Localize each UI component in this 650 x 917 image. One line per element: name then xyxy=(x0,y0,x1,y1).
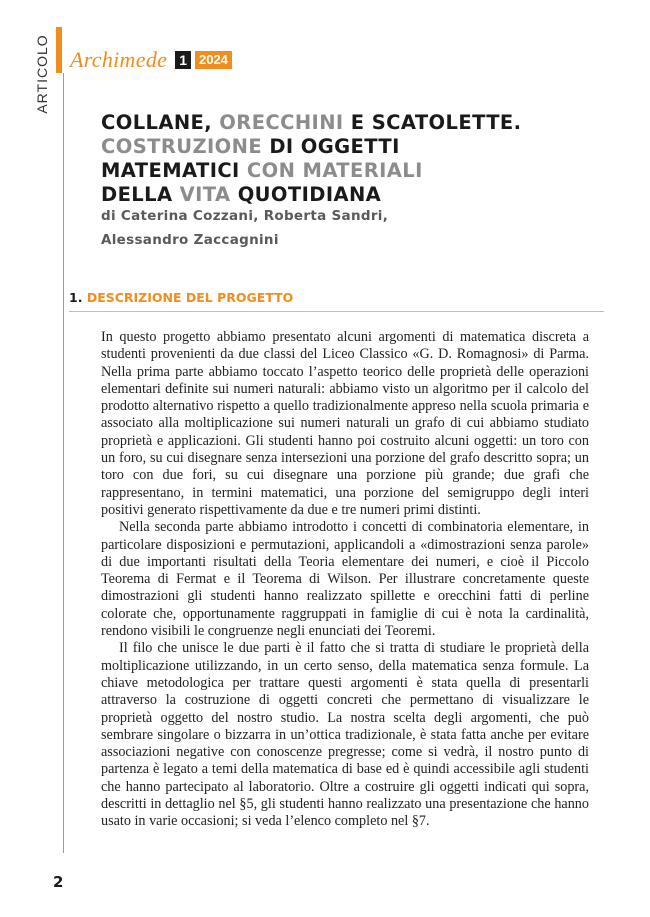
section-number: 1. xyxy=(69,290,83,305)
article-side-label xyxy=(34,28,50,123)
title-word: COSTRUZIONE xyxy=(101,135,263,158)
issue-year: 2024 xyxy=(195,51,232,69)
paragraph: In questo progetto abbiamo presentato alcuni argomenti di matematica discreta a studenti provenienti da due classi del Liceo Classico «G. D. Romagnosi» di Parma. Nella prima parte abbiamo toccato l’aspetto teorico delle proprietà delle operazioni elementari definite sui numeri naturali: abbiamo visto un algoritmo per il calcolo del prodotto alternativo rispetto a quello tradizionalmente appreso nella scuola primaria e associato alla moltiplicazione sui numeri naturali un grafo di cui abbiamo studiato proprietà e applicazioni. Gli studenti hanno poi costruito alcuni oggetti: un toro con un foro, su cui disegnare senza intersezioni una porzione del grafo descritto sopra; un toro con due fori, su cui disegnare una porzione più grande; due grafi che rappresentano, in termini matematici, una porzione del semigruppo degli interi positivi generato rispettivamente da due e tre numeri primi distinti. xyxy=(101,329,589,518)
issue-number: 1 xyxy=(175,51,191,69)
title-word: ORECCHINI xyxy=(219,111,344,134)
title-word: VITA xyxy=(179,183,231,206)
article-label-text: ARTICOLO xyxy=(34,34,50,114)
title-word: CON MATERIALI xyxy=(246,159,423,182)
section-heading xyxy=(69,290,293,305)
page-number: 2 xyxy=(53,873,64,891)
vertical-rule xyxy=(63,73,64,853)
body-text xyxy=(101,329,589,831)
journal-name: Archimede xyxy=(70,47,168,72)
title-word: E SCATOLETTE. xyxy=(350,111,522,134)
authors-line: Alessandro Zaccagnini xyxy=(101,232,279,248)
paragraph: Il filo che unisce le due parti è il fatto che si tratta di studiare le proprietà della moltiplicazione utilizzando, in un certo senso, della matematica senza formule. La chiave metodologica per trattare questi argomenti è stata quella di presentarli attraverso la costruzione di oggetti concreti che permettano di visualizzare le proprietà oggetto del nostro studio. La nostra scelta degli argomenti, che può sembrare singolare o bizzarra in un’ottica tradizionale, è stata fatta anche per evitare associazioni negative con conoscenze pregresse; come si vedrà, il nostro punto di partenza è legato a temi della matematica di base ed è quindi accessibile agli studenti che hanno partecipato al laboratorio. Oltre a costruire gli oggetti indicati qui sopra, descritti in dettaglio nel §5, gli studenti hanno realizzato una presentazione che hanno usato in varie occasioni; si veda l’elenco completo nel §7. xyxy=(101,640,589,830)
title-word: MATEMATICI xyxy=(101,159,240,182)
section-divider xyxy=(69,311,604,312)
title-word: QUOTIDIANA xyxy=(237,183,382,206)
paragraph: Nella seconda parte abbiamo introdotto i concetti di combinatoria elementare, in particolare disposizioni e permutazioni, applicandoli a «dimostrazioni senza parole» di due importanti risultati della Teoria elementare dei numeri, e cioè il Piccolo Teorema di Fermat e il Teorema di Wilson. Per illustrare concretamente queste dimostrazioni gli studenti hanno realizzato spillette e orecchini fatti di perline colorate che, opportunamente raggruppati in famiglie di cui è nota la cardinalità, rendono visibili le congruenze negli enunciati dei Teoremi. xyxy=(101,519,589,640)
title-word: DELLA xyxy=(101,183,173,206)
accent-bar xyxy=(56,27,62,73)
section-title: DESCRIZIONE DEL PROGETTO xyxy=(86,290,294,305)
title-word: DI OGGETTI xyxy=(269,135,400,158)
article-title xyxy=(101,111,601,207)
masthead xyxy=(70,46,232,74)
authors xyxy=(101,204,501,252)
authors-line: di Caterina Cozzani, Roberta Sandri, xyxy=(101,208,389,224)
title-word: COLLANE, xyxy=(101,111,213,134)
